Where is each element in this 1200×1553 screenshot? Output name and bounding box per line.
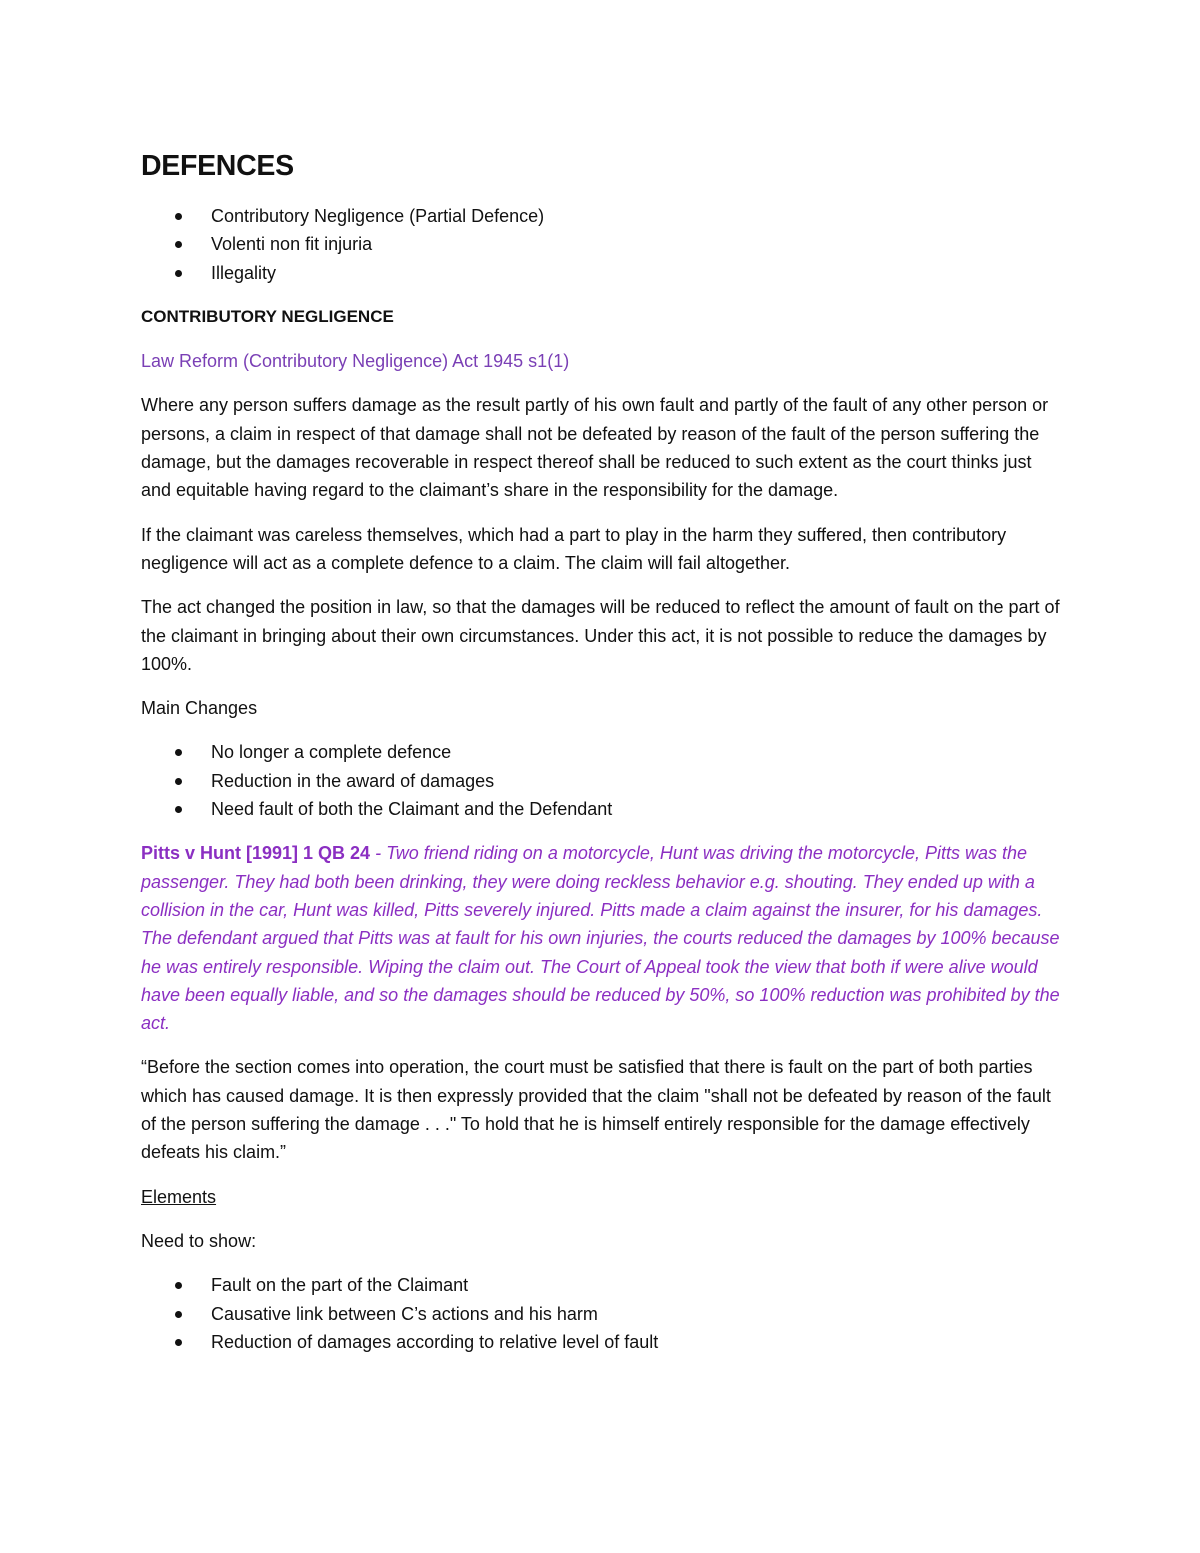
main-changes-label: Main Changes (141, 698, 258, 719)
act-reference: Law Reform (Contributory Negligence) Act 1945 s1(1) (141, 351, 570, 372)
main-changes-list (141, 738, 1066, 823)
case-name: Pitts v Hunt [1991] 1 QB 24 (141, 843, 371, 864)
list-item: Contributory Negligence (Partial Defence) (141, 202, 1066, 230)
act-changed-paragraph: The act changed the position in law, so that the damages will be reduced to reflect the amount of fault on the part of the claimant in bringing about their own circumstances. Under this act, it is not possible to reduce the damages by 100%. (141, 597, 1060, 674)
list-item: Reduction of damages according to relative level of fault (141, 1328, 1066, 1356)
list-item: Need fault of both the Claimant and the Defendant (141, 795, 1066, 823)
quote-paragraph: “Before the section comes into operation, the court must be satisfied that there is fault on the part of both parties which has caused damage. It is then expressly provided that the claim "shall not be defeated by reason of the fault of the person suffering the damage . . ." To hold that he is himself entirely responsible for the damage effectively defeats his claim.” (141, 1057, 1051, 1163)
case-paragraph (141, 839, 1066, 1037)
act-text-paragraph: Where any person suffers damage as the result partly of his own fault and partly of the fault of any other person or persons, a claim in respect of that damage shall not be defeated by reason of the fault of the person suffering the damage, but the damages recoverable in respect thereof shall be reduced to such extent as the court thinks just and equitable having regard to the claimant’s share in the responsibility for the damage. (141, 395, 1049, 501)
list-item: Causative link between C’s actions and his harm (141, 1300, 1066, 1328)
defences-list (141, 202, 1066, 287)
need-to-show-label: Need to show: (141, 1230, 257, 1251)
list-item: Reduction in the award of damages (141, 767, 1066, 795)
list-item: Fault on the part of the Claimant (141, 1271, 1066, 1299)
elements-list (141, 1271, 1066, 1356)
document-page (141, 140, 1066, 1372)
list-item: Illegality (141, 259, 1066, 287)
elements-heading (141, 1183, 1066, 1211)
list-item: No longer a complete defence (141, 738, 1066, 766)
document-title: DEFENCES (141, 150, 294, 182)
list-item: Volenti non fit injuria (141, 230, 1066, 258)
elements-heading-text: Elements (141, 1186, 217, 1207)
case-text: - Two friend riding on a motorcycle, Hunt was driving the motorcycle, Pitts was the passenger. They had both been drinking, they were doing reckless behavior e.g. shouting. They ended up with a collision in the car, Hunt was killed, Pitts severely injured. Pitts made a claim against the insurer, for his damages. The defendant argued that Pitts was at fault for his own injuries, the courts reduced the damages by 100% because he was entirely responsible. Wiping the claim out. The Court of Appeal took the view that both if were alive would have been equally liable, and so the damages should be reduced by 50%, so 100% reduction was prohibited by the act. (141, 843, 1060, 1034)
section-heading: CONTRIBUTORY NEGLIGENCE (141, 306, 394, 326)
careless-paragraph: If the claimant was careless themselves, which had a part to play in the harm they suffered, then contributory negligence will act as a complete defence to a claim. The claim will fail altogether. (141, 524, 1007, 573)
